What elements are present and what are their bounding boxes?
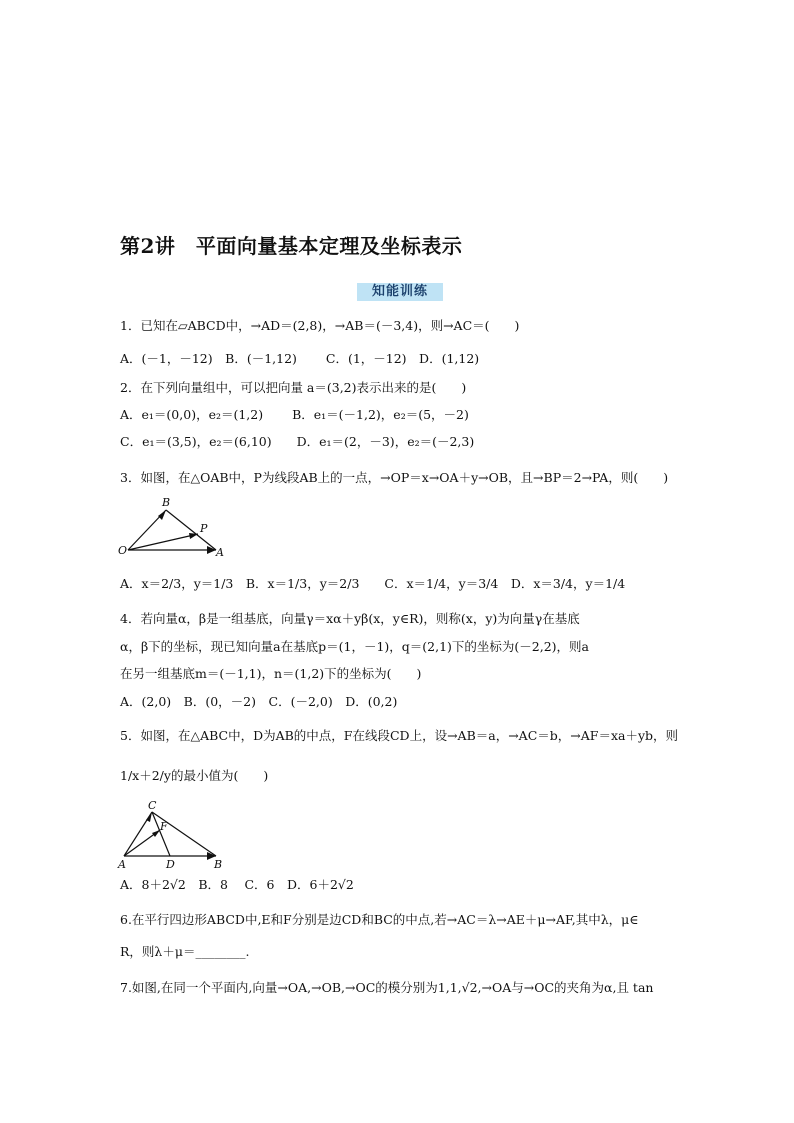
label-a: A: [216, 546, 224, 559]
q2-options-ab: A．e₁＝(0,0)，e₂＝(1,2) B．e₁＝(－1,2)，e₂＝(5，－2): [120, 407, 469, 422]
label-p: P: [200, 522, 208, 535]
label-o: O: [118, 544, 128, 557]
q6-stem-line2: R，则λ＋μ＝________.: [120, 944, 250, 959]
q1-options: A．(－1，－12) B．(－1,12) C．(1，－12) D．(1,12): [120, 351, 480, 366]
arrow-op: [189, 533, 198, 539]
q3-options: A．x＝2/3，y＝1/3 B．x＝1/3，y＝2/3 C．x＝1/4，y＝3/4 D．x＝3/4，y＝1/4: [120, 576, 626, 591]
q4-stem-line1: 4．若向量α，β是一组基底，向量γ＝xα＋yβ(x，y∈R)，则称(x，y)为向量γ在基底: [120, 611, 580, 626]
section-banner: 知能训练: [357, 283, 443, 301]
segment-op: [128, 534, 198, 550]
page-title: 第2讲 平面向量基本定理及坐标表示: [120, 234, 463, 258]
triangle-oab-figure: [118, 496, 228, 560]
triangle-abc-figure: [114, 798, 229, 870]
arrow-ob: [158, 510, 166, 520]
label-f: F: [160, 820, 168, 833]
q5-stem-line1: 5．如图，在△ABC中，D为AB的中点，F在线段CD上，设→AB＝a，→AC＝b，→AF＝xa＋yb，则: [120, 728, 679, 743]
label-b: B: [214, 858, 223, 870]
arrow-oa: [207, 546, 216, 554]
label-b: B: [162, 496, 171, 509]
label-c: C: [148, 799, 157, 812]
q6-stem-line1: 6.在平行四边形ABCD中,E和F分别是边CD和BC的中点,若→AC＝λ→AE＋μ→AF,其中λ，μ∈: [120, 912, 639, 927]
q2-options-cd: C．e₁＝(3,5)，e₂＝(6,10) D．e₁＝(2，－3)，e₂＝(－2,3): [120, 434, 475, 449]
q5-options: A．8＋2√2 B．8 C．6 D．6＋2√2: [120, 877, 354, 892]
label-a: A: [118, 858, 126, 870]
q4-stem-line2: α，β下的坐标，现已知向量a在基底p＝(1，－1)，q＝(2,1)下的坐标为(－2,2)，则a: [120, 639, 590, 654]
q5-stem-line2: 1/x＋2/y的最小值为( ): [120, 768, 269, 783]
label-d: D: [166, 858, 175, 870]
q1-stem: 1．已知在▱ABCD中，→AD＝(2,8)，→AB＝(－3,4)，则→AC＝( ): [120, 318, 520, 333]
segment-ba: [166, 510, 216, 550]
q4-stem-line3: 在另一组基底m＝(－1,1)，n＝(1,2)下的坐标为( ): [120, 666, 422, 681]
q7-stem-line1: 7.如图,在同一个平面内,向量→OA,→OB,→OC的模分别为1,1,√2,→OA与→OC的夹角为α,且 tan: [120, 980, 654, 995]
arrow-af: [152, 830, 160, 837]
q2-stem: 2．在下列向量组中，可以把向量 a＝(3,2)表示出来的是( ): [120, 380, 467, 395]
q3-stem: 3．如图，在△OAB中，P为线段AB上的一点，→OP＝x→OA＋y→OB，且→BP＝2→PA，则( ): [120, 470, 669, 485]
q4-options: A．(2,0) B．(0，－2) C．(－2,0) D．(0,2): [120, 694, 398, 709]
